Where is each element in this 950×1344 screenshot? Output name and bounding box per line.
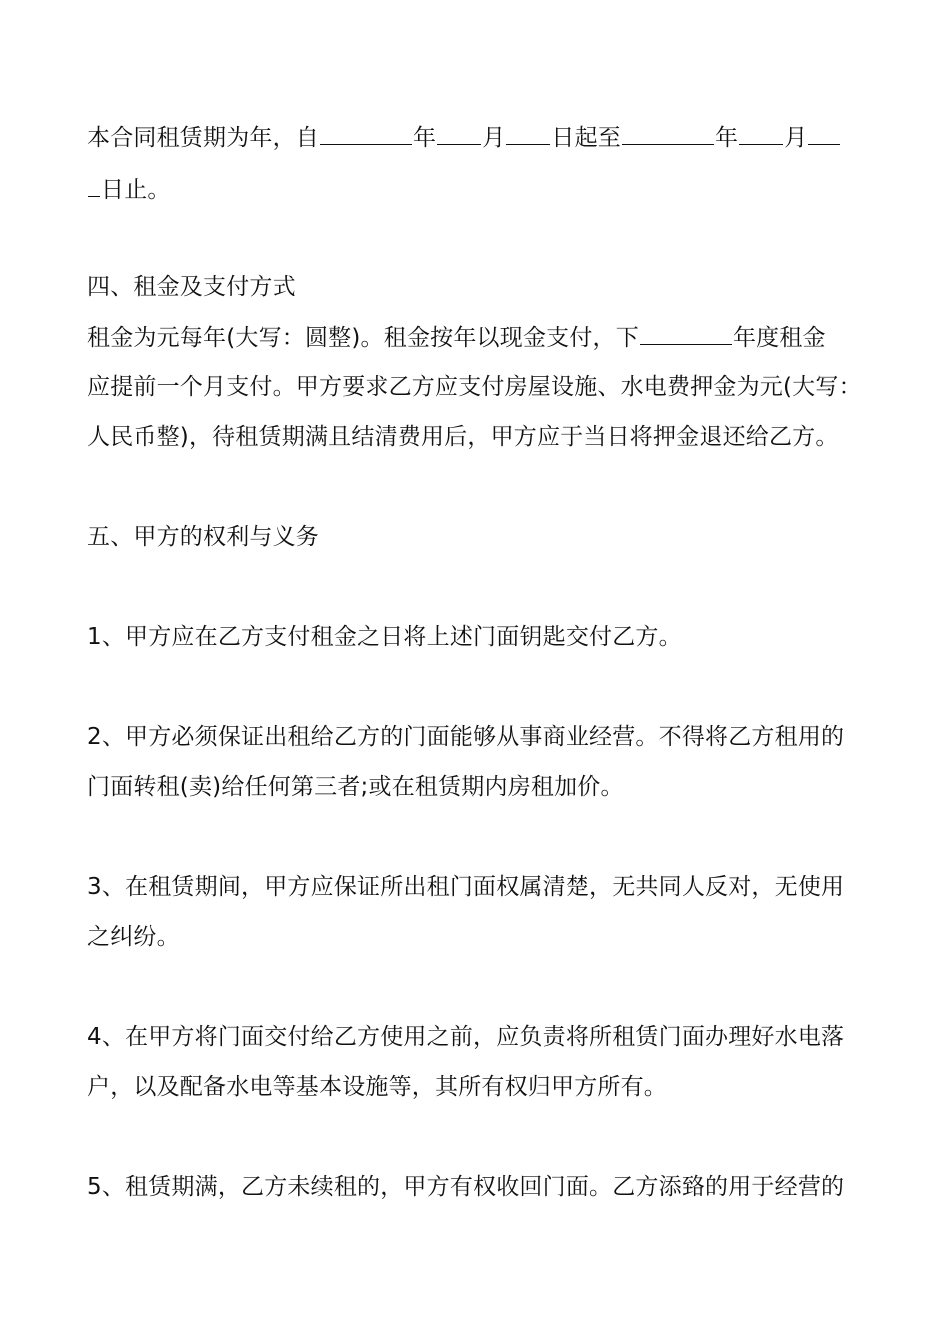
section5-item-3-line-2: 之纠纷。 — [87, 924, 180, 950]
term-text-3: 月 — [482, 125, 506, 151]
end-day-blank-part2 — [88, 172, 100, 197]
term-text-5: 年 — [715, 125, 739, 151]
section4-line-1b: 年度租金 — [732, 325, 826, 351]
section5-item-3-line-1: 3、在租赁期间，甲方应保证所出租门面权属清楚，无共同人反对，无使用 — [87, 874, 845, 900]
section5-heading: 五、甲方的权利与义务 — [87, 524, 319, 550]
section5-item-4-line-1: 4、在甲方将门面交付给乙方使用之前，应负责将所租赁门面办理好水电落 — [87, 1024, 845, 1050]
section5-item-4-line-2: 户，以及配备水电等基本设施等，其所有权归甲方所有。 — [87, 1074, 667, 1100]
end-year-blank — [622, 120, 714, 145]
section5-item-2-line-2: 门面转租(卖)给任何第三者;或在租赁期内房租加价。 — [87, 774, 624, 800]
end-month-blank — [739, 120, 783, 145]
year-blank — [640, 320, 732, 345]
term-text-1: 本合同租赁期为年，自 — [87, 125, 319, 151]
term-text-6: 月 — [784, 125, 808, 151]
section5-item-1-line-1: 1、甲方应在乙方支付租金之日将上述门面钥匙交付乙方。 — [87, 624, 682, 650]
start-month-blank — [437, 120, 481, 145]
section4-line-1 — [87, 320, 826, 353]
term-text-4: 日起至 — [551, 125, 622, 151]
section4-line-1a: 租金为元每年(大写：圆整)。租金按年以现金支付，下 — [87, 325, 639, 351]
section4-line-2: 应提前一个月支付。甲方要求乙方应支付房屋设施、水电费押金为元(大写： — [87, 374, 862, 400]
section4-heading: 四、租金及支付方式 — [87, 274, 296, 300]
start-year-blank — [320, 120, 412, 145]
lease-term-line-2 — [87, 172, 171, 205]
term-text-7: 日止。 — [101, 177, 171, 203]
term-text-2: 年 — [413, 125, 437, 151]
section5-item-5-line-1: 5、租赁期满，乙方未续租的，甲方有权收回门面。乙方添臵的用于经营的 — [87, 1174, 845, 1200]
section4-line-3: 人民币整)，待租赁期满且结清费用后，甲方应于当日将押金退还给乙方。 — [87, 424, 839, 450]
section5-item-2-line-1: 2、甲方必须保证出租给乙方的门面能够从事商业经营。不得将乙方租用的 — [87, 724, 845, 750]
lease-term-line — [87, 120, 841, 153]
start-day-blank — [506, 120, 550, 145]
end-day-blank-part1 — [808, 120, 840, 145]
